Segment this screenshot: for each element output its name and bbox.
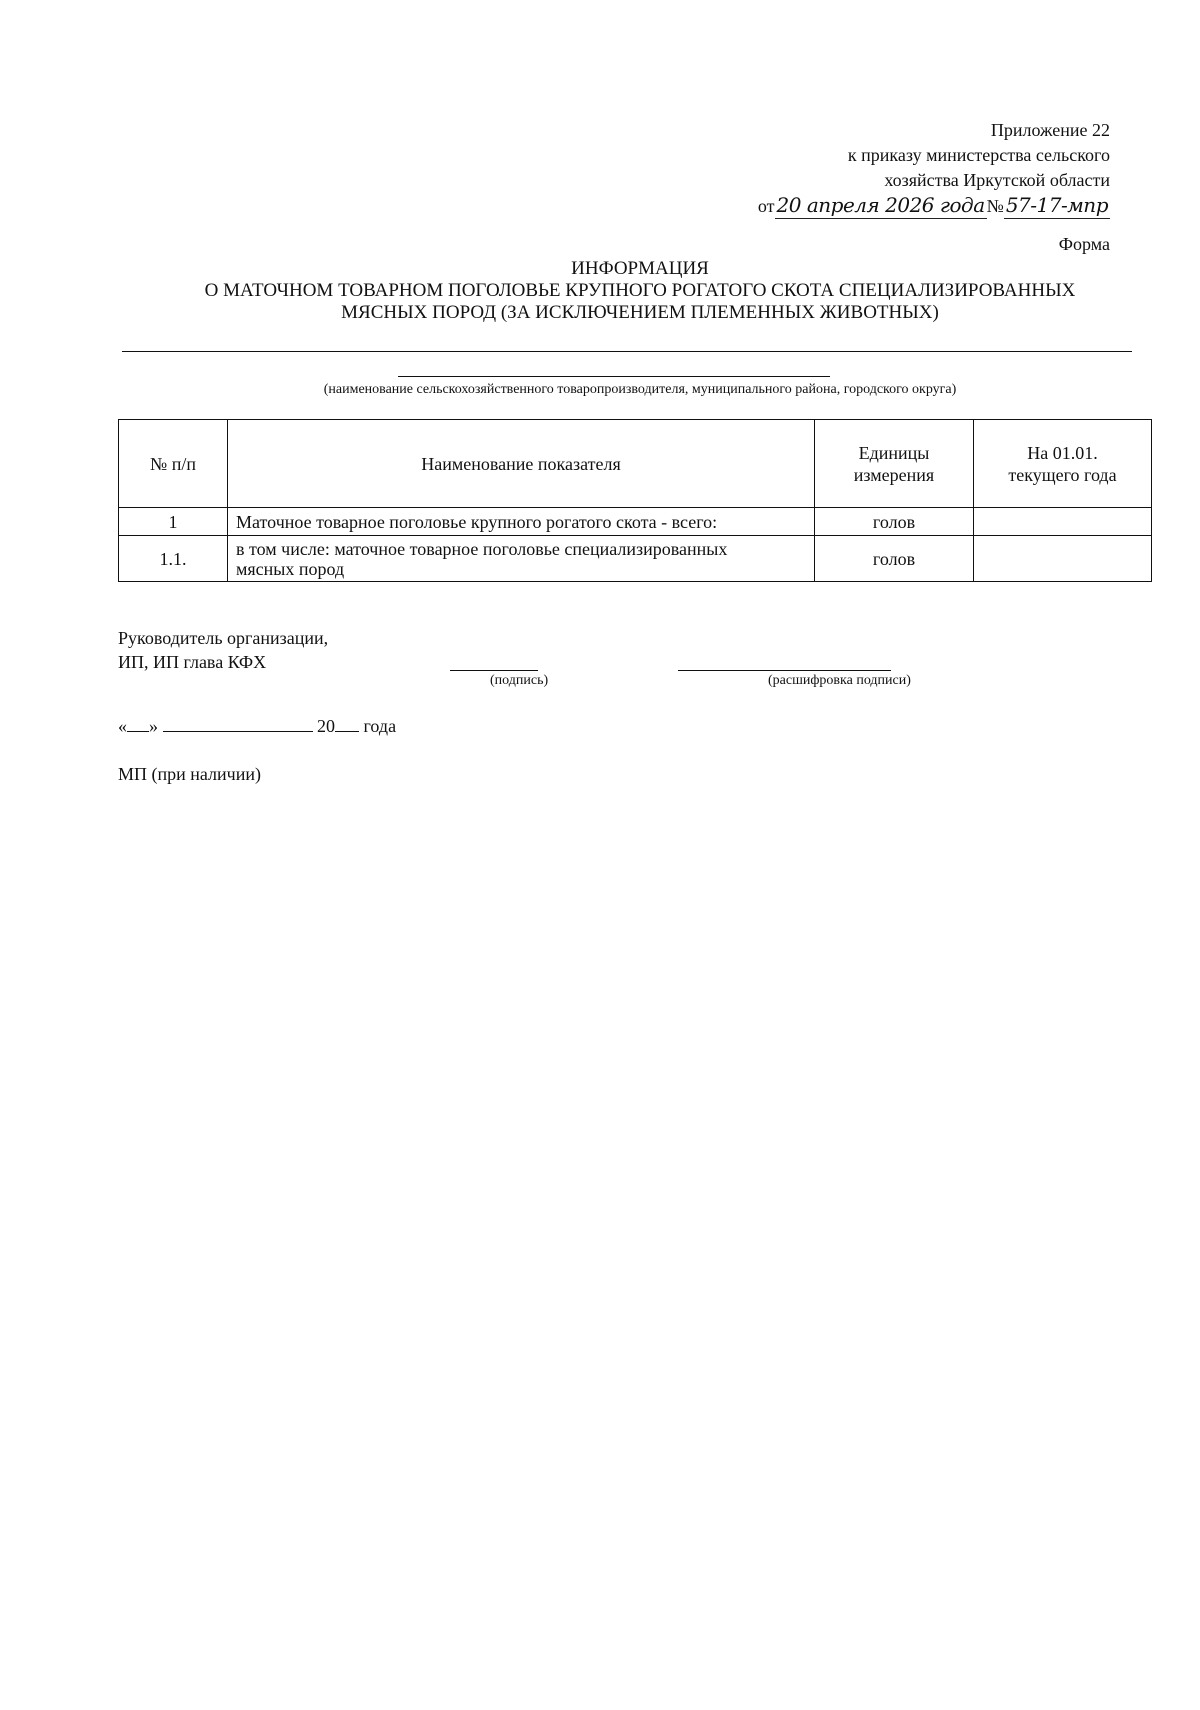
row-name-line-2: мясных пород [236, 558, 345, 579]
date-line [118, 716, 396, 737]
row-value-cell[interactable] [974, 508, 1152, 536]
appendix-block [730, 118, 1110, 219]
signature-caption: (подпись) [490, 673, 549, 688]
appendix-line-2: к приказу министерства сельского [847, 145, 1110, 165]
row-unit: голов [815, 536, 974, 582]
year-blank[interactable] [335, 717, 359, 732]
signature-field-line[interactable] [450, 670, 538, 671]
table-header-row [119, 420, 1152, 508]
year-suffix: года [363, 716, 397, 736]
row-name-line-1: в том числе: маточное товарное поголовье специализированных [236, 538, 728, 559]
order-date-number-line [730, 193, 1110, 219]
row-unit: голов [815, 508, 974, 536]
table-row [119, 536, 1152, 582]
title-line-3: МЯСНЫХ ПОРОД (ЗА ИСКЛЮЧЕНИЕМ ПЛЕМЕННЫХ ЖИВОТНЫХ) [341, 302, 939, 323]
header-unit-line-1: Единицы [858, 442, 930, 463]
row-name [228, 536, 815, 582]
document-title [100, 258, 1180, 324]
form-label: Форма [1058, 234, 1110, 254]
appendix-line-1: Приложение 22 [990, 120, 1110, 140]
header-name: Наименование показателя [228, 420, 815, 508]
handwritten-number: 57-17-мпр [1005, 193, 1108, 217]
signature-decode-caption: (расшифровка подписи) [768, 673, 911, 688]
producer-name-subline [398, 376, 830, 377]
number-label: № [986, 196, 1004, 216]
month-blank[interactable] [163, 717, 313, 732]
producer-caption: (наименование сельскохозяйственного товаропроизводителя, муниципального района, городского округа) [323, 382, 957, 397]
header-unit-line-2: измерения [853, 464, 935, 485]
day-blank[interactable] [127, 717, 149, 732]
stamp-place: МП (при наличии) [118, 764, 261, 784]
signature-role-line-1: Руководитель организации, [118, 628, 329, 648]
row-num: 1.1. [119, 536, 228, 582]
indicator-table [118, 419, 1152, 582]
row-num: 1 [119, 508, 228, 536]
date-open-quote: « [118, 716, 127, 736]
row-value-cell[interactable] [974, 536, 1152, 582]
header-date [974, 420, 1152, 508]
signature-role-line-2: ИП, ИП глава КФХ [118, 652, 267, 672]
header-num: № п/п [119, 420, 228, 508]
title-line-2: О МАТОЧНОМ ТОВАРНОМ ПОГОЛОВЬЕ КРУПНОГО РОГАТОГО СКОТА СПЕЦИАЛИЗИРОВАННЫХ [204, 280, 1076, 301]
producer-name-field-line [122, 351, 1132, 352]
from-label: от [757, 196, 775, 216]
header-date-line-1: На 01.01. [1027, 442, 1098, 463]
handwritten-date: 20 апреля 2026 года [776, 193, 985, 217]
date-close-quote: » [149, 716, 158, 736]
header-unit [815, 420, 974, 508]
year-prefix: 20 [317, 716, 335, 736]
appendix-line-3: хозяйства Иркутской области [884, 170, 1110, 190]
table-row [119, 508, 1152, 536]
row-name: Маточное товарное поголовье крупного рогатого скота - всего: [228, 508, 815, 536]
header-date-line-2: текущего года [1008, 464, 1117, 485]
signature-decode-field-line[interactable] [678, 670, 891, 671]
signature-role [118, 626, 328, 674]
title-line-1: ИНФОРМАЦИЯ [571, 258, 709, 279]
